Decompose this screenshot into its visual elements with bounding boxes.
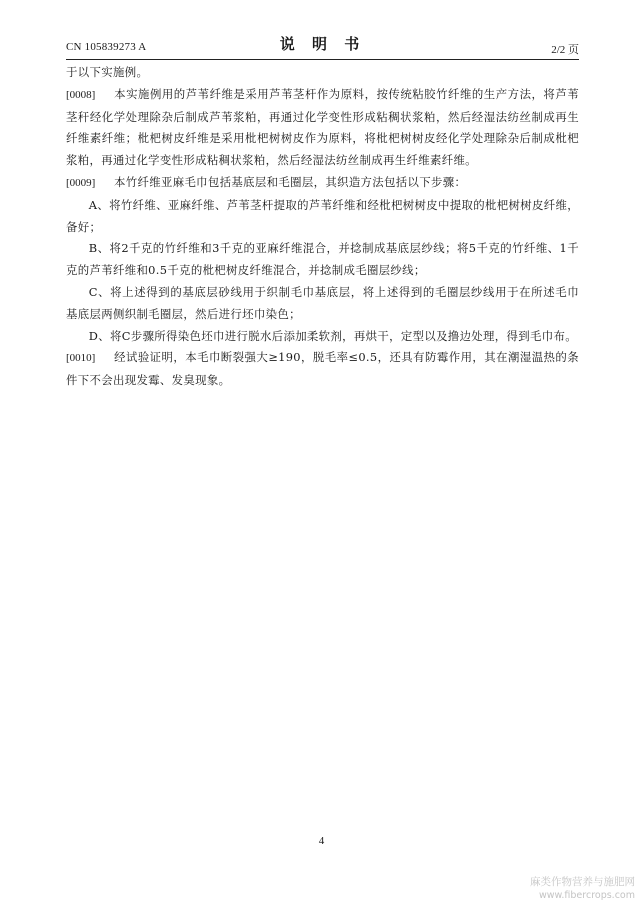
paragraph-text: C、将上述得到的基底层砂线用于织制毛巾基底层，将上述得到的毛圈层纱线用于在所述毛巾基底层两侧织制毛圈层，然后进行坯巾染色；	[66, 284, 579, 321]
paragraph-number: [0009]	[66, 176, 96, 189]
step-c	[66, 282, 579, 326]
document-number: CN 105839273 A	[66, 41, 147, 53]
page-indicator: 2/2 页	[551, 44, 579, 56]
header-divider	[66, 59, 579, 60]
paragraph-0010	[66, 347, 579, 392]
step-b	[66, 238, 579, 282]
watermark-url: www.fibercrops.com	[538, 890, 635, 901]
description-body	[66, 62, 579, 392]
step-a	[66, 195, 579, 239]
paragraph-text: 于以下实施例。	[66, 65, 149, 79]
document-title: 说 明 书	[279, 35, 366, 53]
paragraph-0008	[66, 84, 579, 172]
paragraph-text: 经试验证明，本毛巾断裂强大≥190，脱毛率≤0.5，还具有防霉作用，其在潮湿温热的条件下不会出现发霉、发臭现象。	[66, 350, 579, 388]
paragraph-text: 本实施例用的芦苇纤维是采用芦苇茎杆作为原料，按传统粘胶竹纤维的生产方法，将芦苇茎秆经化学处理除杂后制成芦苇浆粕，再通过化学变性形成粘稠状浆粕，然后经湿法纺丝制成再生纤维素纤维；枇杷树皮纤维是采用枇杷树树皮作为原料，将枇杷树树皮经化学处理除杂后制成枇杷浆粕，再通过化学变性形成粘稠状浆粕，然后经湿法纺丝制成再生纤维素纤维。	[66, 86, 579, 168]
page-number: 4	[318, 835, 325, 847]
paragraph-continuation	[66, 62, 579, 84]
paragraph-number: [0010]	[66, 352, 96, 365]
paragraph-text: B、将2千克的竹纤维和3千克的亚麻纤维混合，并捻制成基底层纱线；将5千克的竹纤维、1千克的芦苇纤维和0.5千克的枇杷树皮纤维混合，并捻制成毛圈层纱线；	[66, 241, 579, 278]
page-header	[66, 33, 579, 59]
paragraph-number: [0008]	[66, 88, 96, 101]
watermark-title: 麻类作物营养与施肥网	[530, 876, 635, 888]
paragraph-0009	[66, 172, 579, 195]
paragraph-text: D、将C步骤所得染色坯巾进行脱水后添加柔软剂，再烘干，定型以及撸边处理，得到毛巾布。	[88, 328, 577, 343]
paragraph-text: A、将竹纤维、亚麻纤维、芦苇茎杆提取的芦苇纤维和经枇杷树树皮中提取的枇杷树树皮纤维，备好；	[66, 197, 579, 234]
step-d	[66, 326, 579, 348]
site-watermark	[530, 876, 635, 902]
paragraph-text: 本竹纤维亚麻毛巾包括基底层和毛圈层，其织造方法包括以下步骤：	[114, 174, 467, 189]
